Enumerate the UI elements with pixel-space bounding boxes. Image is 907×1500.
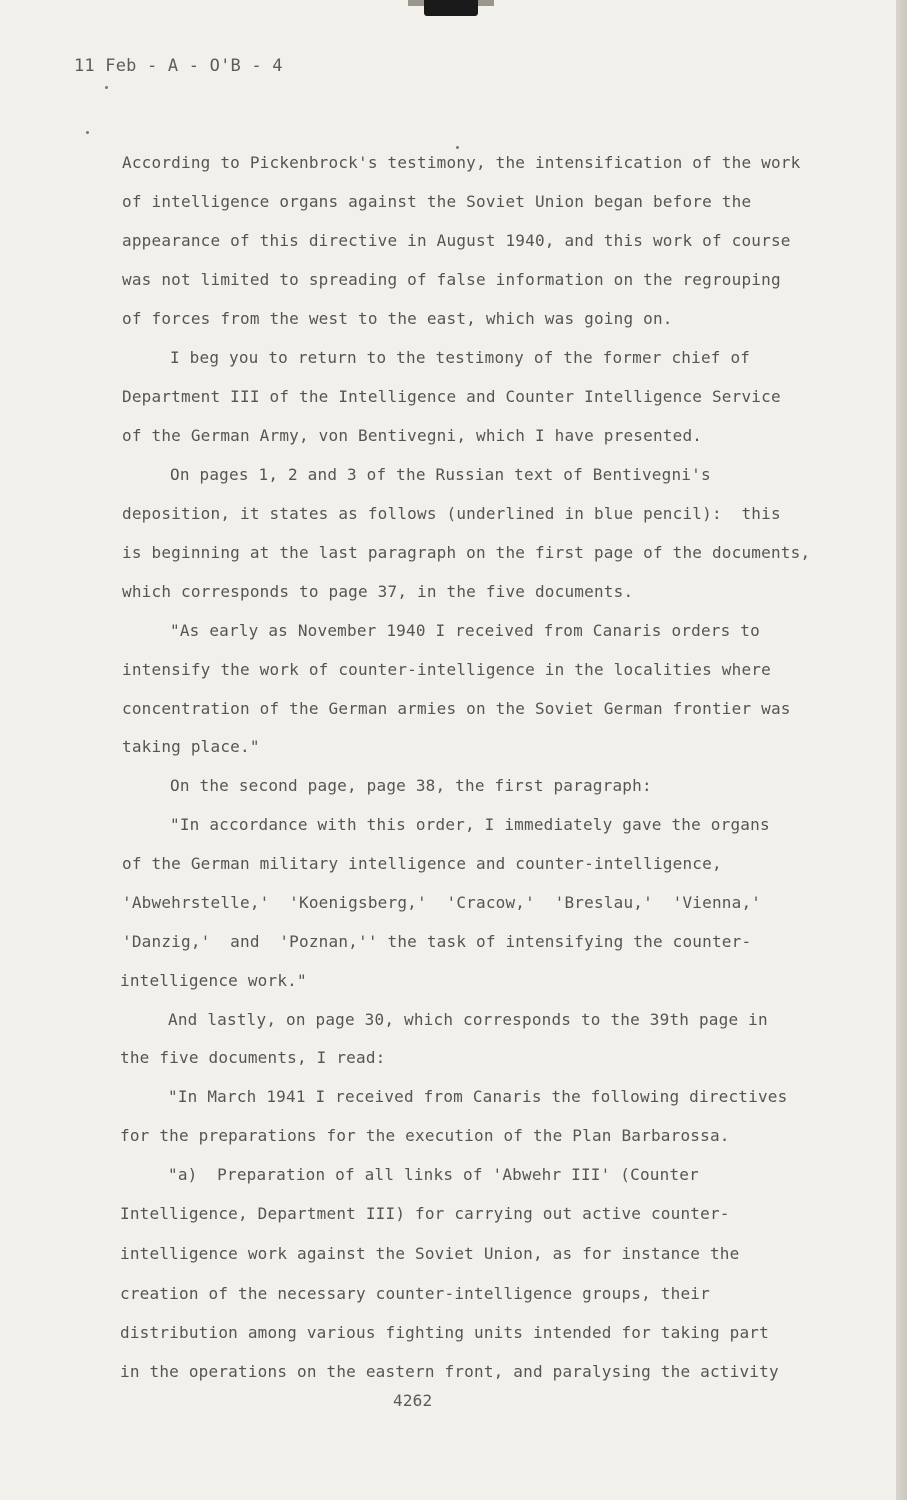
- page-edge: [897, 0, 907, 1500]
- text-line: of forces from the west to the east, which was going on.: [122, 309, 673, 328]
- text-line: of the German Army, von Bentivegni, which I have presented.: [122, 426, 703, 445]
- text-line: distribution among various fighting units intended for taking part: [120, 1323, 769, 1342]
- text-line: On pages 1, 2 and 3 of the Russian text of Bentivegni's: [170, 465, 711, 484]
- text-line: Department III of the Intelligence and Counter Intelligence Service: [122, 387, 781, 406]
- text-line: intensify the work of counter-intelligence in the localities where: [122, 660, 771, 679]
- text-line: the five documents, I read:: [120, 1048, 386, 1067]
- text-line: I beg you to return to the testimony of the former chief of: [170, 348, 751, 367]
- page-number: 4262: [393, 1391, 433, 1410]
- text-line: "In accordance with this order, I immediately gave the organs: [170, 815, 770, 834]
- text-line: is beginning at the last paragraph on the first page of the documents,: [122, 543, 811, 562]
- text-line: Intelligence, Department III) for carrying out active counter-: [120, 1204, 730, 1223]
- text-line: deposition, it states as follows (underlined in blue pencil): this: [122, 504, 781, 523]
- text-line: taking place.": [122, 737, 260, 756]
- text-line: intelligence work.": [120, 971, 307, 990]
- text-line: of intelligence organs against the Soviet Union began before the: [122, 192, 752, 211]
- text-line: appearance of this directive in August 1940, and this work of course: [122, 231, 791, 250]
- text-line: "In March 1941 I received from Canaris the following directives: [168, 1087, 788, 1106]
- text-line: According to Pickenbrock's testimony, the intensification of the work: [122, 153, 801, 172]
- document-reference: 11 Feb - A - O'B - 4: [74, 56, 283, 76]
- text-line: creation of the necessary counter-intelligence groups, their: [120, 1284, 710, 1303]
- text-line: 'Danzig,' and 'Poznan,'' the task of intensifying the counter-: [122, 932, 752, 951]
- text-line: 'Abwehrstelle,' 'Koenigsberg,' 'Cracow,' 'Breslau,' 'Vienna,': [122, 893, 762, 912]
- text-line: was not limited to spreading of false information on the regrouping: [122, 270, 781, 289]
- text-line: of the German military intelligence and counter-intelligence,: [122, 854, 722, 873]
- text-line: for the preparations for the execution of the Plan Barbarossa.: [120, 1126, 730, 1145]
- text-line: On the second page, page 38, the first paragraph:: [170, 776, 652, 795]
- text-line: in the operations on the eastern front, and paralysing the activity: [120, 1362, 779, 1381]
- text-line: "As early as November 1940 I received from Canaris orders to: [170, 621, 760, 640]
- text-line: And lastly, on page 30, which corresponds to the 39th page in: [168, 1010, 768, 1029]
- text-line: concentration of the German armies on the Soviet German frontier was: [122, 699, 791, 718]
- text-line: intelligence work against the Soviet Union, as for instance the: [120, 1244, 740, 1263]
- text-line: "a) Preparation of all links of 'Abwehr III' (Counter: [168, 1165, 699, 1184]
- text-line: which corresponds to page 37, in the five documents.: [122, 582, 634, 601]
